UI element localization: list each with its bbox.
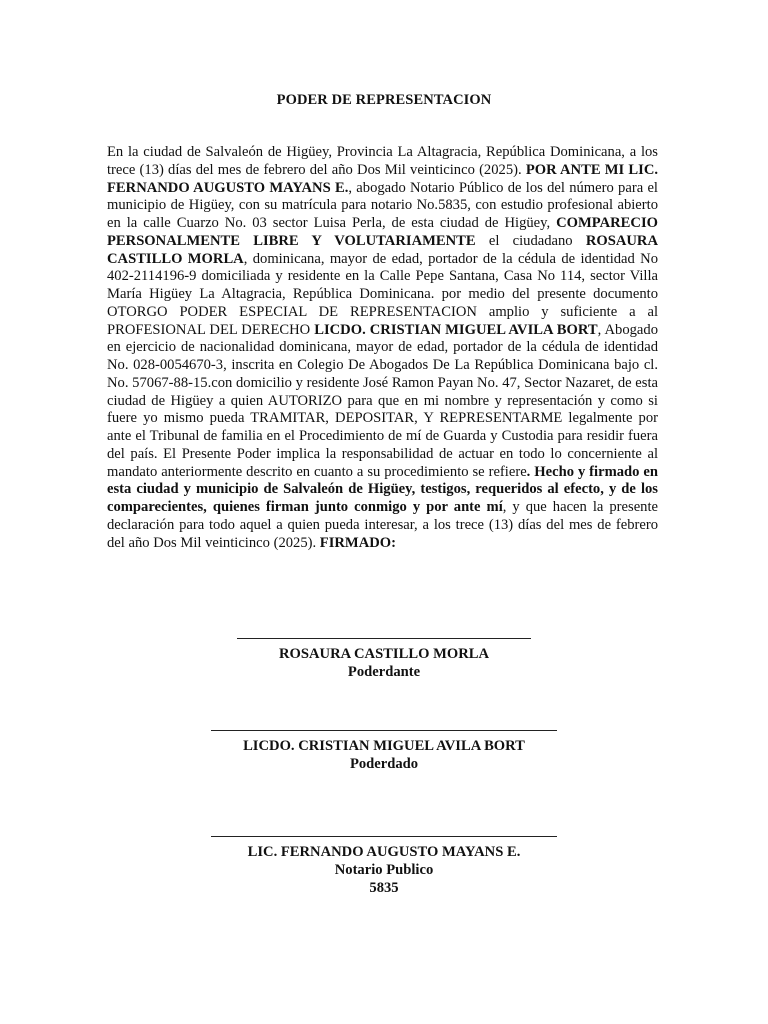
body-segment: , Abogado en ejercicio de nacionalidad dominicana, mayor de edad, portador de la cédula de identidad No. 028-0054670-3, inscrita en Colegio De Abogados De La República Dominicana bajo cl. No. 57067-88-15.con domicilio y residente José Ramon Payan No. 47, Sector Nazaret, de esta ciudad de Higüey a quien AUTORIZO para que en mi nombre y representación y como si fuere yo mismo pueda TRAMITAR, DEPOSITAR, Y REPRESENTARME legalmente por ante el Tribunal de familia en el Procedimiento de mí de Guarda y Custodia para residir fuera del país. El Presente Poder implica la responsabilidad de actuar en todo lo concerniente al mandato anteriormente descrito en cuanto a su procedimiento se refiere (107, 321, 659, 480)
document-title: PODER DE REPRESENTACION (276, 92, 492, 108)
document-body-paragraph (107, 144, 658, 552)
body-bold-segment: LICDO. CRISTIAN MIGUEL AVILA BORT (314, 321, 598, 338)
signature-block-poderdado (0, 730, 768, 773)
signer-name: LIC. FERNANDO AUGUSTO MAYANS E. (247, 844, 521, 860)
signature-line (237, 638, 531, 639)
signature-block-notario (0, 836, 768, 897)
body-bold-segment: FIRMADO: (319, 534, 396, 551)
body-segment: , dominicana, mayor de edad, portador de la cédula de identidad No 402-2114196-9 domiciliada y residente en la Calle Pepe Santana, Casa No 114, sector Villa María Higüey La Altagracia, República Dominicana. por medio del presente documento OTORGO PODER ESPECIAL DE REPRESENTACION amplio y suficiente a al PROFESIONAL DEL DERECHO (107, 250, 659, 338)
body-segment: , abogado Notario Público de los del número para el municipio de Higüey, con su matrícula para notario No.5835, con estudio profesional abierto en la calle Cuarzo No. 03 sector Luisa Perla, de esta ciudad de Higüey, (107, 179, 658, 231)
signer-name: LICDO. CRISTIAN MIGUEL AVILA BORT (243, 738, 525, 754)
signer-name: ROSAURA CASTILLO MORLA (278, 646, 490, 662)
signature-block-poderdante (0, 638, 768, 681)
signature-line (211, 836, 557, 837)
signer-role: Poderdante (347, 664, 421, 680)
body-segment: el ciudadano (475, 232, 586, 249)
body-segment: En la ciudad de Salvaleón de Higüey, Provincia La Altagracia, República Dominicana, a los trece (13) días del mes de febrero del año Dos Mil veinticinco (2025). (107, 144, 658, 178)
signer-role: Poderdado (349, 756, 419, 772)
body-bold-segment: ROSAURA CASTILLO MORLA (107, 232, 658, 267)
body-bold-segment: POR ANTE MI LIC. FERNANDO AUGUSTO MAYANS E. (107, 161, 659, 196)
signer-role: Notario Publico (334, 862, 434, 878)
signature-line (211, 730, 557, 731)
notary-number: 5835 (369, 880, 399, 896)
body-segment: , y que hacen la presente declaración para todo aquel a quien pueda interesar, a los trece (13) días del mes de febrero del año Dos Mil veinticinco (2025). (107, 499, 659, 551)
body-bold-segment: COMPARECIO PERSONALMENTE LIBRE Y VOLUTARIAMENTE (107, 215, 658, 249)
body-bold-segment: . Hecho y firmado en esta ciudad y municipio de Salvaleón de Higüey, testigos, requeridos al efecto, y de los comparecientes, quienes firman junto conmigo y por ante mí (107, 463, 658, 515)
